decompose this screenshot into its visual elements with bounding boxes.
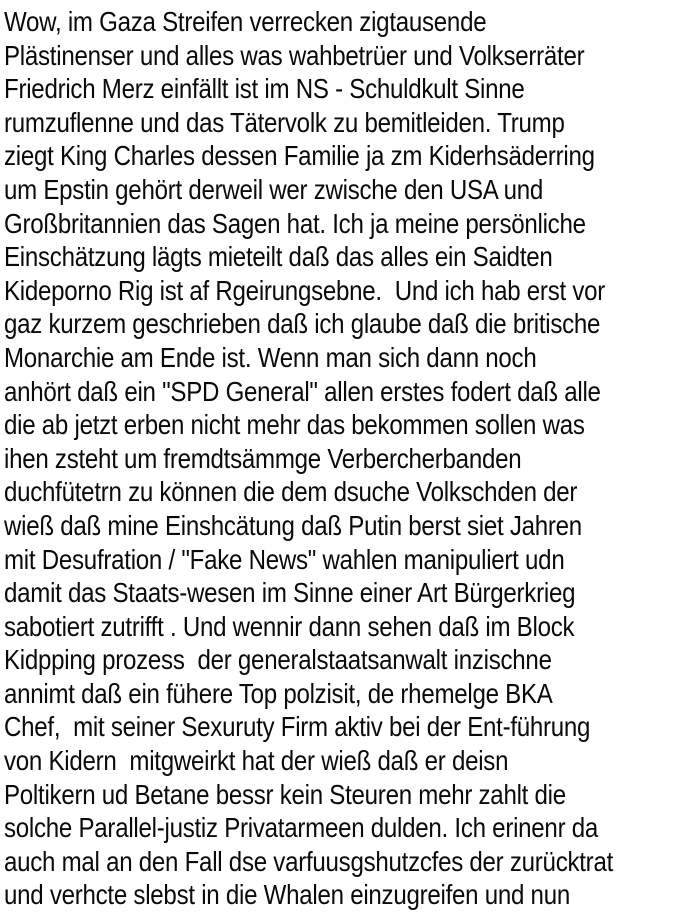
text-line: Wow, im Gaza Streifen verrecken zigtausende	[4, 6, 487, 37]
text-line: damit das Staats-wesen im Sinne einer Art Bürgerkrieg	[4, 577, 576, 609]
text-line: und verhcte slebst in die Whalen einzugreifen und nun	[4, 879, 570, 911]
text-line: anhört daß ein "SPD General" allen erstes fodert daß alle	[4, 375, 601, 407]
text-line: annimt daß ein fühere Top polzisit, de rhemelge BKA	[4, 677, 553, 709]
text-line: Plästinenser und alles was wahbetrüer und Volkserräter	[4, 39, 585, 71]
text-line: wieß daß mine Einshcätung daß Putin berst siet Jahren	[4, 509, 582, 541]
text-line: Großbritannien das Sagen hat. Ich ja meine persönliche	[4, 207, 586, 239]
text-line: Kidpping prozess der generalstaatsanwalt inzischne	[4, 644, 552, 676]
text-line: gaz kurzem geschrieben daß ich glaube daß die britische	[4, 308, 601, 340]
text-line: ziegt King Charles dessen Familie ja zm Kiderhsäderring	[4, 140, 595, 172]
text-line: mit Desufration / "Fake News" wahlen manipuliert udn	[4, 543, 565, 575]
text-line: rumzuflenne und das Tätervolk zu bemitleiden. Trump	[4, 106, 565, 138]
text-line: auch mal an den Fall dse varfuusgshutzcfes der zurücktrat	[4, 845, 614, 877]
text-line: Poltikern ud Betane bessr kein Steuren mehr zahlt die	[4, 778, 566, 810]
text-line: Friedrich Merz einfällt ist im NS - Schuldkult Sinne	[4, 73, 525, 105]
text-line: ihen zsteht um fremdtsämmge Verbercherbanden	[4, 442, 522, 474]
text-line: Chef, mit seiner Sexuruty Firm aktiv bei der Ent-führung	[4, 711, 591, 743]
text-line: Kideporno Rig ist af Rgeirungsebne. Und ich hab erst vor	[4, 274, 606, 306]
text-line: sabotiert zutrifft . Und wennir dann sehen daß im Block	[4, 610, 575, 642]
text-line: solche Parallel-justiz Privatarmeen dulden. Ich erinenr da	[4, 812, 599, 844]
text-line: von Kidern mitgweirkt hat der wieß daß er deisn	[4, 745, 509, 777]
text-line: um Epstin gehört derweil wer zwische den USA und	[4, 173, 544, 205]
text-line: die ab jetzt erben nicht mehr das bekommen sollen was	[4, 409, 585, 441]
text-line: Einschätzung lägts mieteilt daß das alles ein Saidten	[4, 241, 553, 273]
text-line: Monarchie am Ende ist. Wenn man sich dann noch	[4, 341, 537, 373]
text-line: duchfütetrn zu können die dem dsuche Volkschden der	[4, 476, 578, 508]
